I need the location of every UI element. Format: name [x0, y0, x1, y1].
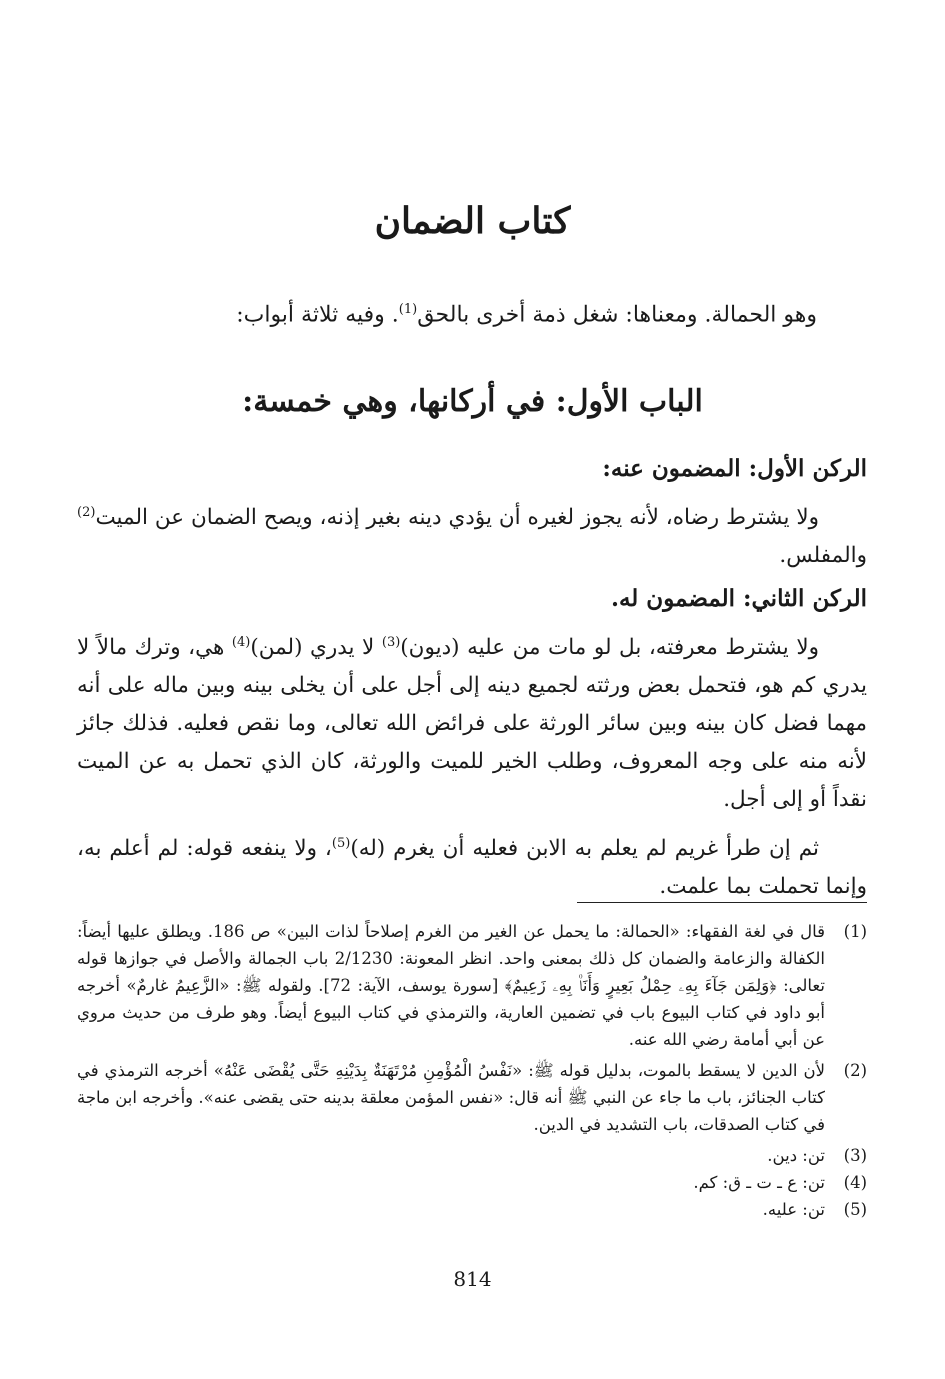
- pillar-one-text-a: ولا يشترط رضاه، لأنه يجوز لغيره أن يؤدي دينه بغير إذنه، ويصح الضمان عن الميت: [95, 505, 819, 531]
- footnote-number: (4): [843, 1173, 867, 1192]
- footnote-ref-4[interactable]: (4): [231, 635, 251, 650]
- footnote-separator: [577, 902, 867, 903]
- pillar-two-p2-a: ثم إن طرأ غريم لم يعلم به الابن فعليه أن يغرم (له): [350, 836, 819, 862]
- intro-text-before: وهو الحمالة. ومعناها: شغل ذمة أخرى بالحق: [417, 302, 817, 328]
- footnote-number: (3): [843, 1146, 867, 1165]
- footnotes-section: [77, 918, 867, 1223]
- footnote-text: تن: دين.: [767, 1146, 825, 1165]
- footnote-ref-5[interactable]: (5): [331, 836, 351, 852]
- book-title: كتاب الضمان: [374, 200, 571, 242]
- pillar-two-p1-c: هي، وترك مالاً لا يدري كم هو، فتحمل بعض ورثته لجميع دينه إلى أجل على أن يخلى بينه وبين ماله على أنه مهما فضل كان بينه وبين سائر الورثة على فرائض الله تعالى، وما نقص فعليه. فذلك جائز لأنه منه على وجه المعروف، وطلب الخير للميت والورثة، كان الذي تحمل به عن الميت نقداً أو إلى أجل.: [77, 635, 867, 813]
- intro-paragraph: [117, 302, 817, 327]
- page-number: 814: [453, 1267, 492, 1291]
- pillar-two-p1-a: ولا يشترط معرفته، بل لو مات من عليه (ديون): [400, 635, 819, 661]
- pillar-two-paragraph-2: [77, 825, 867, 906]
- footnote-number: (1): [843, 922, 867, 941]
- pillar-one-section: [77, 450, 867, 575]
- pillar-one-paragraph: [77, 494, 867, 575]
- footnote-item: [77, 918, 867, 1053]
- footnote-item: [77, 1196, 867, 1223]
- pillar-two-p2-b: ، ولا ينفعه قوله: لم أعلم به، وإنما تحملت بما علمت.: [77, 836, 867, 900]
- footnote-number: (2): [843, 1061, 867, 1080]
- pillar-one-text-b: والمفلس.: [779, 543, 867, 569]
- footnote-ref-2[interactable]: (2): [77, 505, 96, 520]
- footnote-text: تن: عليه.: [762, 1200, 825, 1219]
- pillar-one-heading: الركن الأول: المضمون عنه:: [602, 455, 867, 482]
- chapter-heading: الباب الأول: في أركانها، وهي خمسة:: [242, 384, 703, 419]
- pillar-two-p1-b: لا يدري (لمن): [250, 635, 382, 661]
- pillar-two-section: [77, 580, 867, 906]
- footnote-number: (5): [843, 1200, 867, 1219]
- pillar-two-paragraph-1: [77, 624, 867, 819]
- pillar-two-heading: الركن الثاني: المضمون له.: [610, 585, 867, 612]
- footnote-item: [77, 1142, 867, 1169]
- footnote-text: تن: ع ـ ت ـ ق: كم.: [693, 1173, 825, 1192]
- footnote-text: قال في لغة الفقهاء: «الحمالة: ما يحمل عن الغير من الغرم إصلاحاً لذات البين» ص 186. ويطلق عليها أيضاً: الكفالة والزعامة والضمان كل ذلك بمعنى واحد. انظر المعونة: 2/1230 باب الجمالة والأصل في جوازها قوله تعالى: ﴿وَلِمَن جَآءَ بِهِۦ حِمْلُ بَعِيرٍ وَأَنَا۠ بِهِۦ زَعِيمٌ﴾ [سورة يوسف، الآية: 72]. ولقوله ﷺ: «الزَّعِيمُ غارمٌ» أخرجه أبو داود في كتاب البيوع باب في تضمين العارية، والترمذي في كتاب البيوع أيضاً. وهو طرف من حديث مروي عن أبي أمامة رضي الله عنه.: [77, 922, 825, 1049]
- intro-text-after: . وفيه ثلاثة أبواب:: [236, 302, 399, 328]
- footnote-item: [77, 1169, 867, 1196]
- footnote-ref-3[interactable]: (3): [381, 635, 401, 650]
- footnote-item: [77, 1057, 867, 1138]
- footnote-text: لأن الدين لا يسقط بالموت، بدليل قوله ﷺ: «نَفْسُ الْمُؤْمِنِ مُرْتَهَنَةٌ بِدَيْنِهِ حَتَّى يُقْضَى عَنْهُ» أخرجه الترمذي في كتاب الجنائز، باب ما جاء عن النبي ﷺ أنه قال: «نفس المؤمن معلقة بدينه حتى يقضى عنه». وأخرجه ابن ماجة في كتاب الصدقات، باب التشديد في الدين.: [77, 1061, 825, 1134]
- footnote-ref-1[interactable]: (1): [398, 302, 418, 317]
